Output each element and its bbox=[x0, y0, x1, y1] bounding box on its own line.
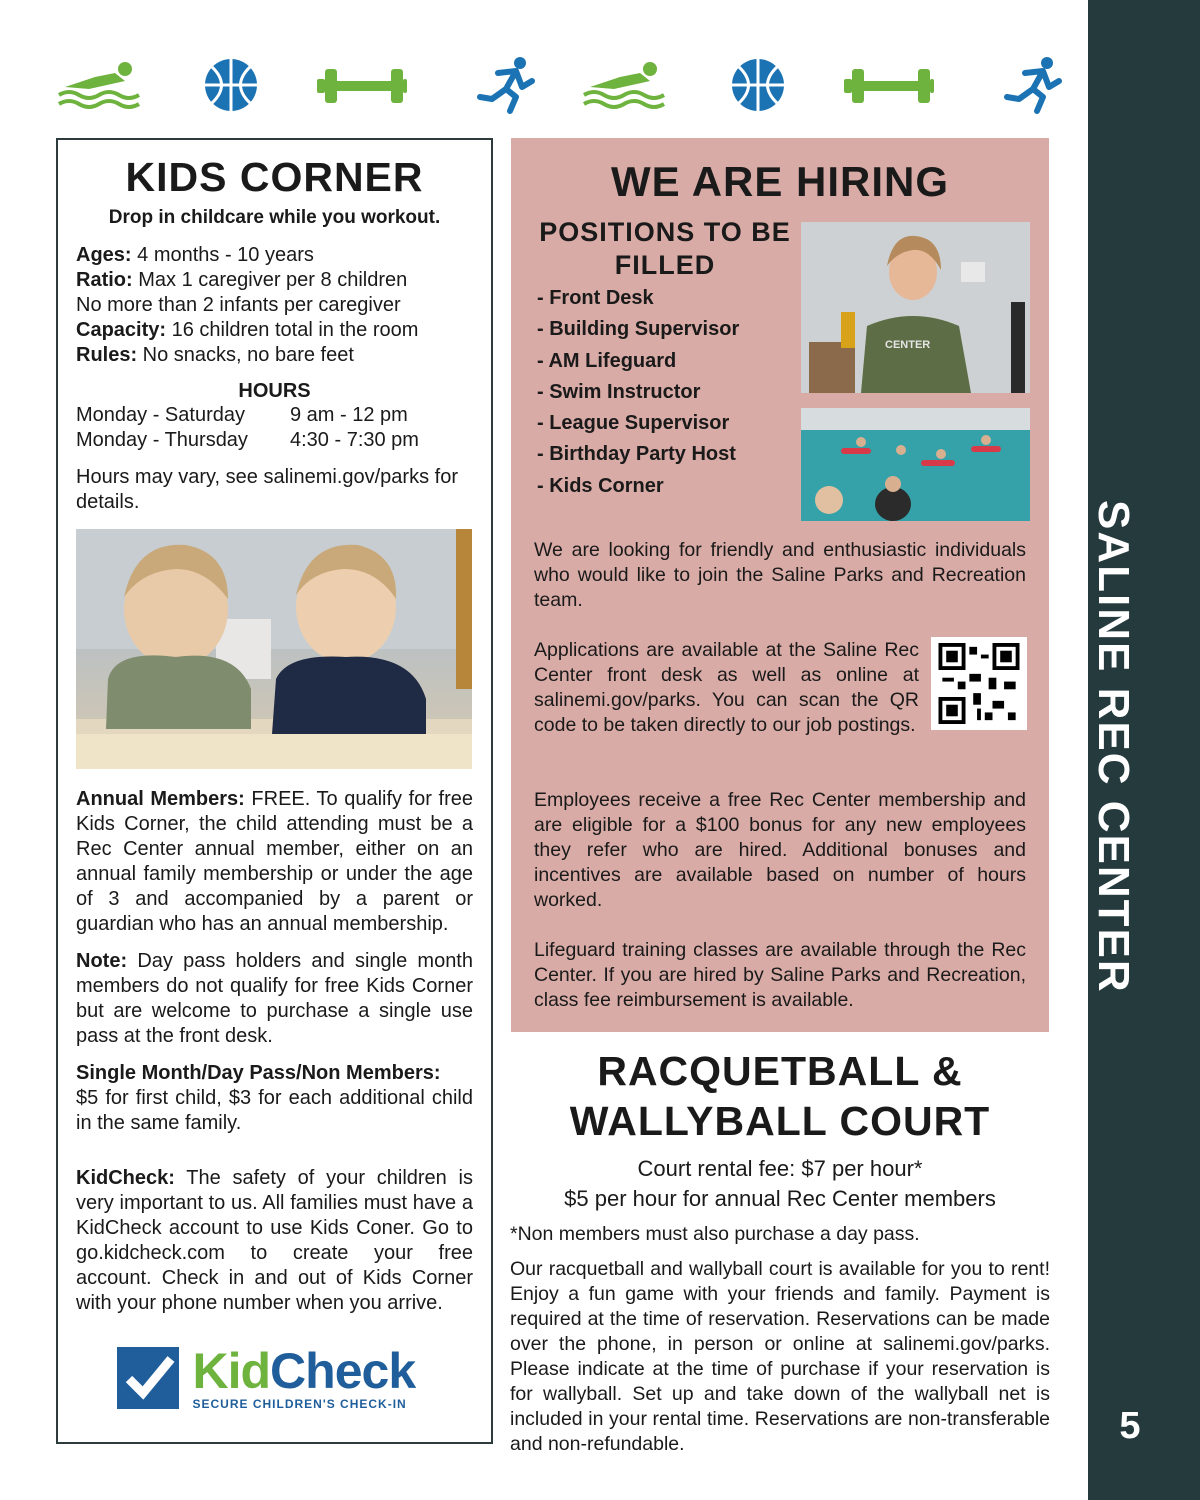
kids-corner-box bbox=[56, 138, 493, 1444]
qr-code-icon[interactable] bbox=[931, 637, 1027, 730]
hours-row: Monday - Saturday 9 am - 12 pm bbox=[76, 404, 408, 426]
hiring-para-2: Applications are available at the Saline Rec Center front desk as well as online at salinemi.gov/parks. You can scan the QR code to be taken directly to our job postings. bbox=[534, 639, 919, 736]
racquetball-body: Our racquetball and wallyball court is available for you to rent! Enjoy a fun game with your friends and family. Payment is required at the time of reservation. Reservations can be made over the phone, in person or online at salinemi.gov/parks. Please indicate at the time of purchase if your reservation is for wallyball. Set up and take down of the wallyball net is included in your rental time. Reservations are non-transferable and non-refundable. bbox=[510, 1258, 1050, 1455]
list-item: - AM Lifeguard bbox=[537, 349, 677, 372]
kidcheck-logo bbox=[115, 1340, 435, 1416]
dumbbell-icon bbox=[842, 55, 934, 115]
pool-photo bbox=[801, 408, 1030, 521]
swimmer-icon bbox=[55, 55, 147, 115]
swimmer-icon bbox=[580, 55, 672, 115]
list-item: - Swim Instructor bbox=[537, 380, 701, 403]
racquetball-title-line2: WALLYBALL COURT bbox=[569, 1098, 991, 1144]
racquetball-title-line1: RACQUETBALL & bbox=[597, 1048, 963, 1094]
single-pass: Single Month/Day Pass/Non Members: $5 for first child, $3 for each additional child in the same family. bbox=[76, 1062, 473, 1134]
basketball-icon bbox=[200, 55, 292, 115]
icon-row bbox=[55, 55, 1055, 115]
hiring-para-1: We are looking for friendly and enthusiastic individuals who would like to join the Saline Parks and Recreation team. bbox=[534, 539, 1026, 611]
kidcheck-logo-kid: Kid bbox=[192, 1343, 271, 1399]
positions-list bbox=[537, 283, 807, 502]
hours-note: Hours may vary, see salinemi.gov/parks for details. bbox=[76, 466, 458, 513]
kidcheck-tagline: SECURE CHILDREN'S CHECK-IN bbox=[192, 1397, 407, 1411]
list-item: - Front Desk bbox=[537, 287, 654, 309]
list-item: - Building Supervisor bbox=[537, 318, 740, 341]
kids-photo bbox=[76, 529, 472, 769]
runner-icon bbox=[997, 55, 1089, 115]
kidcheck-paragraph: KidCheck: The safety of your children is very important to us. All families must have a KidCheck account to use Kids Coner. Go to go.kidcheck.com to create your free account. Check in and out of Kids Corner with your phone number when you arrive. bbox=[76, 1167, 473, 1314]
hiring-para-3: Employees receive a free Rec Center membership and are eligible for a $100 bonus for any new employees they refer who are hired. Additional bonuses and incentives are available based on number of hours worked. bbox=[534, 789, 1026, 911]
hiring-box bbox=[511, 138, 1049, 1032]
checkmark-icon bbox=[115, 1343, 185, 1413]
list-item: - League Supervisor bbox=[537, 412, 730, 435]
sidebar-title: SALINE REC CENTER bbox=[1089, 500, 1138, 994]
fact-infants: No more than 2 infants per caregiver bbox=[76, 294, 401, 316]
court-fee: Court rental fee: $7 per hour* bbox=[637, 1156, 923, 1181]
dumbbell-icon bbox=[315, 55, 407, 115]
fact-ages: Ages: 4 months - 10 years bbox=[76, 244, 314, 266]
page-number: 5 bbox=[1119, 1405, 1141, 1447]
hours-row: Monday - Thursday 4:30 - 7:30 pm bbox=[76, 429, 419, 451]
note-paragraph: Note: Day pass holders and single month members do not qualify for free Kids Corner but are welcome to purchase a single use pass at the front desk. bbox=[76, 950, 473, 1047]
basketball-icon bbox=[727, 55, 819, 115]
racquetball-section bbox=[510, 1046, 1050, 1457]
positions-title: POSITIONS TO BE FILLED bbox=[539, 217, 791, 280]
hiring-para-4: Lifeguard training classes are available through the Rec Center. If you are hired by Saline Parks and Recreation, class fee reimbursement is available. bbox=[534, 939, 1026, 1011]
fact-capacity: Capacity: 16 children total in the room bbox=[76, 319, 419, 341]
kids-corner-title: KIDS CORNER bbox=[125, 154, 424, 200]
staff-photo bbox=[801, 222, 1030, 393]
member-fee: $5 per hour for annual Rec Center members bbox=[564, 1186, 996, 1211]
kids-facts bbox=[76, 243, 473, 368]
shirt-text: CENTER bbox=[885, 339, 931, 351]
fine-print: *Non members must also purchase a day pass. bbox=[510, 1223, 920, 1245]
runner-icon bbox=[470, 55, 562, 115]
list-item: - Kids Corner bbox=[537, 474, 664, 497]
hiring-title: WE ARE HIRING bbox=[610, 158, 950, 205]
hours-title: HOURS bbox=[238, 380, 311, 402]
fact-ratio: Ratio: Max 1 caregiver per 8 children bbox=[76, 269, 408, 291]
list-item: - Birthday Party Host bbox=[537, 443, 736, 466]
kids-corner-subtitle: Drop in childcare while you workout. bbox=[108, 207, 441, 228]
fact-rules: Rules: No snacks, no bare feet bbox=[76, 344, 354, 366]
annual-members: Annual Members: FREE. To qualify for free Kids Corner, the child attending must be a Rec Center annual member, either on an annual family membership or under the age of 3 and accompanied by a parent or guardian who has an annual membership. bbox=[76, 788, 473, 935]
kidcheck-logo-check: Check bbox=[270, 1343, 416, 1399]
